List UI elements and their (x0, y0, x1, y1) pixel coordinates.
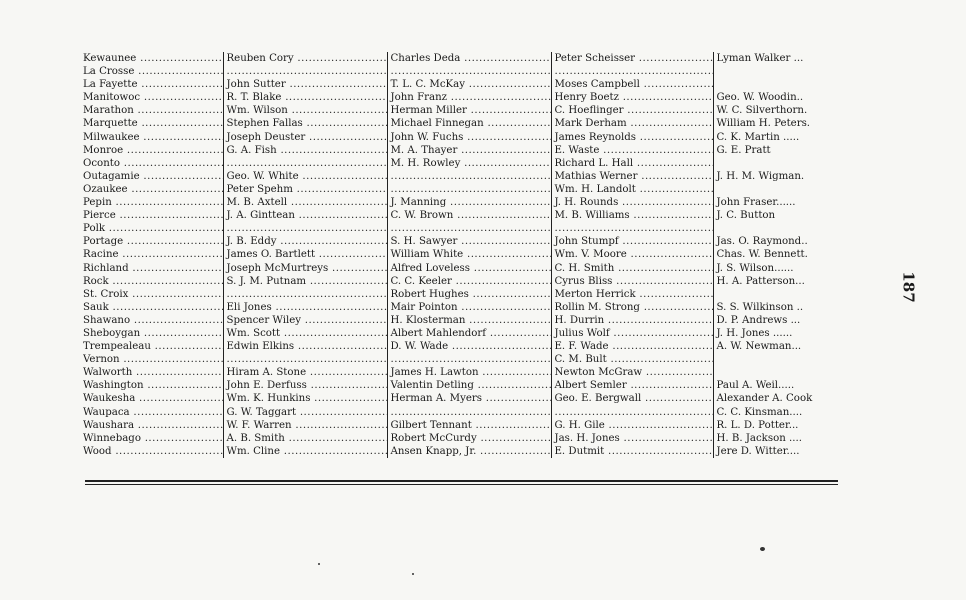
officer-col3-cell: John Stumpf ..... (551, 235, 713, 248)
officer-col2-cell (387, 406, 551, 419)
officer-col2-cell: Ansen Knapp, Jr. ..... (387, 445, 551, 458)
officer-col2-cell (387, 170, 551, 183)
county-cell: Polk ..... (83, 222, 223, 235)
county-cell: Washington ..... (83, 379, 223, 392)
table-row (83, 353, 838, 366)
double-rule-bottom (85, 484, 838, 485)
table-row (83, 78, 838, 91)
officer-col4-cell: J. S. Wilson...... (713, 262, 838, 275)
officer-col3-cell (551, 222, 713, 235)
officer-col2-cell: Herman A. Myers ..... (387, 392, 551, 405)
table-row (83, 196, 838, 209)
table-row (83, 379, 838, 392)
officer-col2-cell: C. C. Keeler ..... (387, 275, 551, 288)
officer-col3-cell: Newton McGraw ..... (551, 366, 713, 379)
officer-col3-cell: Henry Boetz ..... (551, 91, 713, 104)
officer-col1-cell (223, 65, 387, 78)
officer-col2-cell (387, 222, 551, 235)
officer-col3-cell: C. Hoeflinger ..... (551, 104, 713, 117)
officer-col1-cell: John Sutter ..... (223, 78, 387, 91)
officer-col3-cell: Wm. H. Landolt ..... (551, 183, 713, 196)
table-row (83, 262, 838, 275)
officer-col2-cell: Herman Miller ..... (387, 104, 551, 117)
officer-col1-cell: A. B. Smith ..... (223, 432, 387, 445)
officer-col3-cell: Jas. H. Jones ..... (551, 432, 713, 445)
officer-col1-cell: J. B. Eddy ..... (223, 235, 387, 248)
officer-col2-cell: J. Manning ..... (387, 196, 551, 209)
officer-col4-cell: S. S. Wilkinson .. (713, 301, 838, 314)
county-cell: Pierce ..... (83, 209, 223, 222)
county-cell: Walworth ..... (83, 366, 223, 379)
officer-col3-cell: Julius Wolf ..... (551, 327, 713, 340)
page-number: 187 (899, 271, 918, 303)
officer-col2-cell: M. H. Rowley ..... (387, 157, 551, 170)
officer-col3-cell: G. H. Gile ..... (551, 419, 713, 432)
officer-col2-cell: Alfred Loveless ..... (387, 262, 551, 275)
officer-col1-cell: Peter Spehm ..... (223, 183, 387, 196)
officer-col1-cell: Wm. Wilson ..... (223, 104, 387, 117)
officer-col4-cell (713, 78, 838, 91)
county-cell: Manitowoc ..... (83, 91, 223, 104)
officer-col1-cell: W. F. Warren ..... (223, 419, 387, 432)
table-row (83, 209, 838, 222)
county-cell: Monroe ..... (83, 144, 223, 157)
table-row (83, 157, 838, 170)
county-cell: Kewaunee ..... (83, 52, 223, 65)
officer-col2-cell (387, 65, 551, 78)
officer-col4-cell: H. B. Jackson .... (713, 432, 838, 445)
officer-col2-cell (387, 353, 551, 366)
officer-col1-cell: J. A. Ginttean ..... (223, 209, 387, 222)
table-row (83, 419, 838, 432)
officer-col3-cell: Richard L. Hall ..... (551, 157, 713, 170)
officer-col3-cell: M. B. Williams ..... (551, 209, 713, 222)
table-row (83, 170, 838, 183)
officer-col4-cell: H. A. Patterson... (713, 275, 838, 288)
officer-col3-cell: E. F. Wade ..... (551, 340, 713, 353)
officer-col3-cell: Mark Derham ..... (551, 117, 713, 130)
officer-col4-cell: J. H. M. Wigman. (713, 170, 838, 183)
officer-col2-cell: William White ..... (387, 248, 551, 261)
county-officers-table (83, 52, 838, 458)
county-cell: Richland ..... (83, 262, 223, 275)
county-cell: St. Croix ..... (83, 288, 223, 301)
officer-col3-cell: Peter Scheisser ..... (551, 52, 713, 65)
officer-col1-cell (223, 288, 387, 301)
officer-col4-cell: Lyman Walker ... (713, 52, 838, 65)
officer-col2-cell: Robert McCurdy ..... (387, 432, 551, 445)
table-row (83, 248, 838, 261)
officer-col3-cell: Mathias Werner ..... (551, 170, 713, 183)
table-row (83, 366, 838, 379)
officer-col2-cell: Albert Mahlendorf ..... (387, 327, 551, 340)
officer-col1-cell: Wm. K. Hunkins ..... (223, 392, 387, 405)
table-body (83, 52, 838, 458)
table-row (83, 275, 838, 288)
officer-col4-cell (713, 157, 838, 170)
officer-col3-cell: E. Dutmit ..... (551, 445, 713, 458)
table-row (83, 131, 838, 144)
table-row (83, 406, 838, 419)
county-cell: La Crosse ..... (83, 65, 223, 78)
officer-col1-cell (223, 222, 387, 235)
table-row (83, 314, 838, 327)
officer-col1-cell: Stephen Fallas ..... (223, 117, 387, 130)
county-cell: Marathon ..... (83, 104, 223, 117)
officer-col4-cell: Jere D. Witter.... (713, 445, 838, 458)
table-row (83, 392, 838, 405)
officer-col1-cell: Wm. Scott ..... (223, 327, 387, 340)
county-cell: Marquette ..... (83, 117, 223, 130)
county-cell: Waushara ..... (83, 419, 223, 432)
officer-col3-cell: C. H. Smith ..... (551, 262, 713, 275)
officer-col2-cell: M. A. Thayer ..... (387, 144, 551, 157)
table-row (83, 445, 838, 458)
officer-col1-cell (223, 353, 387, 366)
table-row (83, 432, 838, 445)
officer-col4-cell: D. P. Andrews ... (713, 314, 838, 327)
table-row (83, 235, 838, 248)
officer-col4-cell: J. C. Button (713, 209, 838, 222)
county-cell: Shawano ..... (83, 314, 223, 327)
county-cell: Waupaca ..... (83, 406, 223, 419)
officer-col1-cell: James O. Bartlett ..... (223, 248, 387, 261)
officer-col4-cell: C. C. Kinsman.... (713, 406, 838, 419)
officer-col3-cell: C. M. Bult ..... (551, 353, 713, 366)
officer-col1-cell: Geo. W. White ..... (223, 170, 387, 183)
officer-col4-cell (713, 366, 838, 379)
officer-col2-cell: Mair Pointon ..... (387, 301, 551, 314)
officer-col2-cell: Charles Deda ..... (387, 52, 551, 65)
officer-col1-cell (223, 157, 387, 170)
officer-col2-cell: S. H. Sawyer ..... (387, 235, 551, 248)
officer-col1-cell: Spencer Wiley ..... (223, 314, 387, 327)
county-cell: Winnebago ..... (83, 432, 223, 445)
officer-col3-cell: E. Waste ..... (551, 144, 713, 157)
table-row (83, 301, 838, 314)
officer-col3-cell: Geo. E. Bergwall ..... (551, 392, 713, 405)
county-cell: Ozaukee ..... (83, 183, 223, 196)
table-row (83, 104, 838, 117)
officer-col4-cell (713, 288, 838, 301)
officer-col4-cell (713, 353, 838, 366)
officer-col2-cell: Michael Finnegan ..... (387, 117, 551, 130)
officer-col4-cell (713, 183, 838, 196)
officer-col4-cell: Geo. W. Woodin.. (713, 91, 838, 104)
officer-col3-cell: Albert Semler ..... (551, 379, 713, 392)
officer-col3-cell: Rollin M. Strong ..... (551, 301, 713, 314)
officer-col1-cell: Eli Jones ..... (223, 301, 387, 314)
officer-col2-cell: John W. Fuchs ..... (387, 131, 551, 144)
officer-col1-cell: Reuben Cory ..... (223, 52, 387, 65)
officer-col1-cell: M. B. Axtell ..... (223, 196, 387, 209)
county-cell: Outagamie ..... (83, 170, 223, 183)
county-cell: Wood ..... (83, 445, 223, 458)
officer-col3-cell (551, 65, 713, 78)
county-cell: Pepin ..... (83, 196, 223, 209)
officer-col3-cell: Wm. V. Moore ..... (551, 248, 713, 261)
officer-col4-cell: Jas. O. Raymond.. (713, 235, 838, 248)
officer-col2-cell: Valentin Detling ..... (387, 379, 551, 392)
officer-col2-cell: H. Klosterman ..... (387, 314, 551, 327)
officer-col1-cell: Joseph Deuster ..... (223, 131, 387, 144)
officer-col1-cell: G. W. Taggart ..... (223, 406, 387, 419)
ink-speck (318, 563, 320, 565)
table-row (83, 327, 838, 340)
ink-speck (760, 547, 765, 551)
officer-col1-cell: John E. Derfuss ..... (223, 379, 387, 392)
officer-col2-cell: T. L. C. McKay ..... (387, 78, 551, 91)
officer-col1-cell: Wm. Cline ..... (223, 445, 387, 458)
county-cell: Rock ..... (83, 275, 223, 288)
county-cell: Portage ..... (83, 235, 223, 248)
county-cell: Trempealeau ..... (83, 340, 223, 353)
officer-col1-cell: G. A. Fish ..... (223, 144, 387, 157)
officer-col4-cell: John Fraser...... (713, 196, 838, 209)
officer-col1-cell: Hiram A. Stone ..... (223, 366, 387, 379)
ink-speck (412, 573, 414, 575)
table-row (83, 340, 838, 353)
table-row (83, 183, 838, 196)
county-cell: Sauk ..... (83, 301, 223, 314)
county-cell: La Fayette ..... (83, 78, 223, 91)
county-cell: Oconto ..... (83, 157, 223, 170)
officer-col4-cell: Chas. W. Bennett. (713, 248, 838, 261)
officer-col2-cell (387, 183, 551, 196)
officer-col4-cell: J. H. Jones ...... (713, 327, 838, 340)
table-row (83, 52, 838, 65)
officer-col2-cell: D. W. Wade ..... (387, 340, 551, 353)
officer-col2-cell: Robert Hughes ..... (387, 288, 551, 301)
officer-col4-cell: G. E. Pratt (713, 144, 838, 157)
officer-col1-cell: Edwin Elkins ..... (223, 340, 387, 353)
officer-col1-cell: Joseph McMurtreys ..... (223, 262, 387, 275)
officer-col4-cell: A. W. Newman... (713, 340, 838, 353)
officer-col2-cell: Gilbert Tennant ..... (387, 419, 551, 432)
table-row (83, 144, 838, 157)
officer-col3-cell: Moses Campbell ..... (551, 78, 713, 91)
table-row (83, 91, 838, 104)
table-row (83, 222, 838, 235)
officer-col2-cell: John Franz ..... (387, 91, 551, 104)
officer-col3-cell: Cyrus Bliss ..... (551, 275, 713, 288)
officer-col3-cell: James Reynolds ..... (551, 131, 713, 144)
officer-col2-cell: C. W. Brown ..... (387, 209, 551, 222)
officer-col4-cell: Paul A. Weil..... (713, 379, 838, 392)
table-row (83, 65, 838, 78)
officer-col1-cell: R. T. Blake ..... (223, 91, 387, 104)
county-cell: Waukesha ..... (83, 392, 223, 405)
officer-col2-cell: James H. Lawton ..... (387, 366, 551, 379)
double-rule-top (85, 480, 838, 482)
officer-col1-cell: S. J. M. Putnam ..... (223, 275, 387, 288)
officer-col4-cell: W. C. Silverthorn. (713, 104, 838, 117)
officer-col4-cell: Alexander A. Cook (713, 392, 838, 405)
county-cell: Sheboygan ..... (83, 327, 223, 340)
officer-col3-cell: H. Durrin ..... (551, 314, 713, 327)
officer-col3-cell: Merton Herrick ..... (551, 288, 713, 301)
officer-col3-cell: J. H. Rounds ..... (551, 196, 713, 209)
officer-col3-cell (551, 406, 713, 419)
county-cell: Vernon ..... (83, 353, 223, 366)
officer-col4-cell: C. K. Martin ..... (713, 131, 838, 144)
county-cell: Racine ..... (83, 248, 223, 261)
officer-col4-cell: R. L. D. Potter... (713, 419, 838, 432)
officer-col4-cell (713, 65, 838, 78)
county-cell: Milwaukee ..... (83, 131, 223, 144)
table-row (83, 117, 838, 130)
officer-col4-cell (713, 222, 838, 235)
officer-col4-cell: William H. Peters. (713, 117, 838, 130)
table-row (83, 288, 838, 301)
